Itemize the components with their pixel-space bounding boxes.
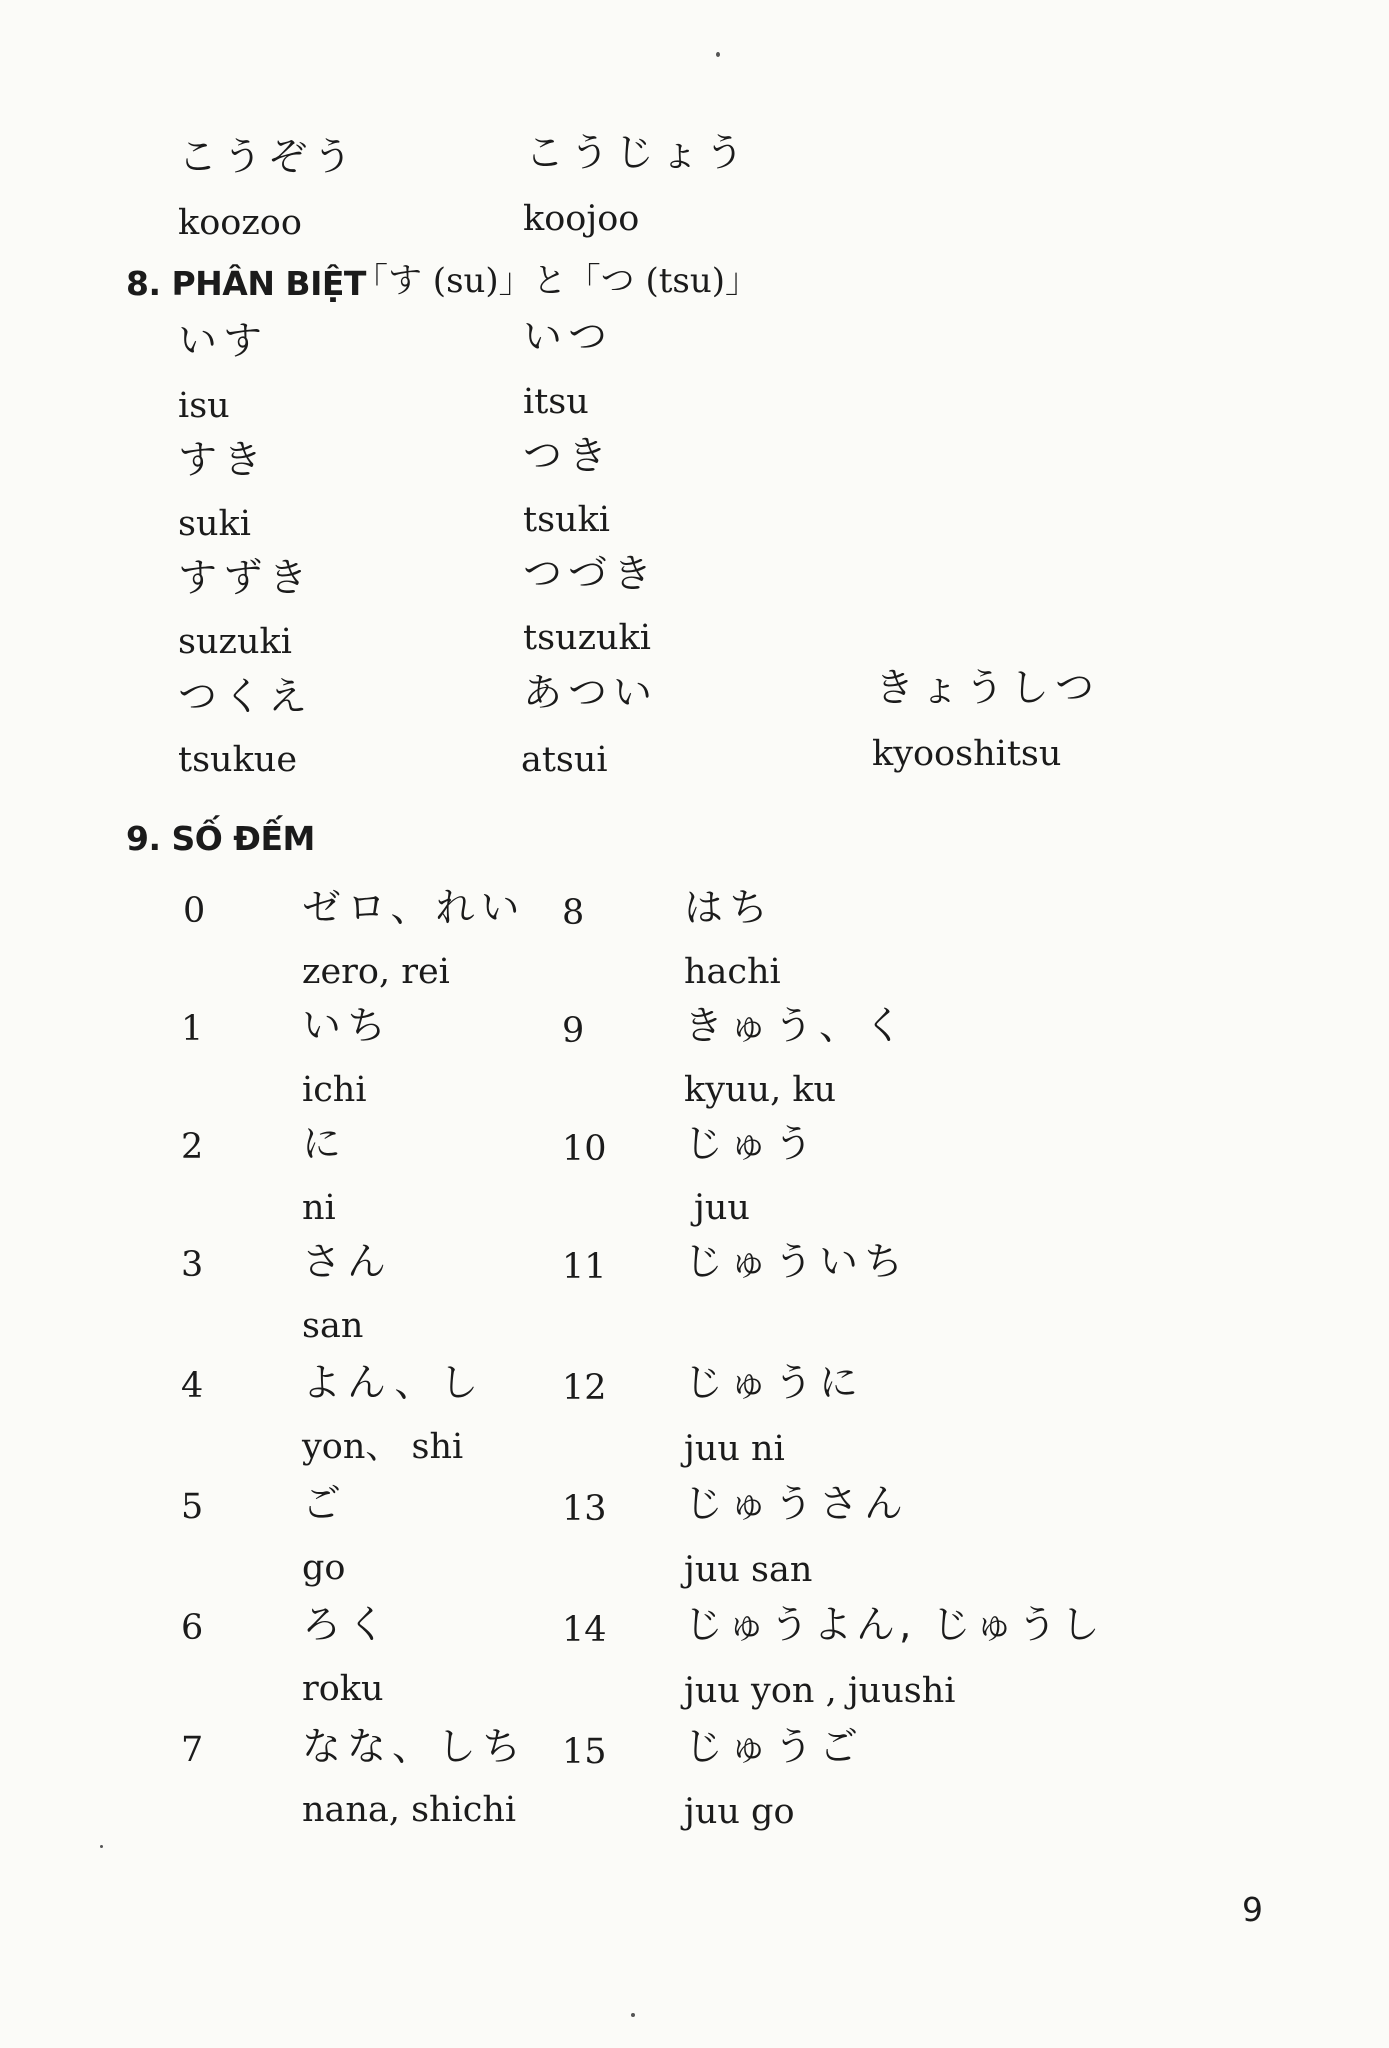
number-13: 13 xyxy=(562,1489,607,1529)
kana-1: いち xyxy=(302,1004,393,1049)
romaji-8: hachi xyxy=(684,952,781,992)
number-2: 2 xyxy=(181,1127,204,1167)
number-8: 8 xyxy=(562,893,585,933)
kana-8: はち xyxy=(684,886,775,931)
kana-7: なな、しち xyxy=(302,1725,528,1770)
number-14: 14 xyxy=(562,1610,607,1650)
kana-14: じゅうよん, じゅうし xyxy=(684,1603,1104,1648)
kana-3: さん xyxy=(302,1240,393,1285)
number-11: 11 xyxy=(562,1247,607,1287)
number-0: 0 xyxy=(183,891,206,931)
romaji-1: ichi xyxy=(302,1070,367,1110)
romaji-14: juu yon , juushi xyxy=(684,1671,956,1711)
number-6: 6 xyxy=(181,1608,204,1648)
kana-11: じゅういち xyxy=(684,1240,910,1285)
kana-6: ろく xyxy=(302,1603,393,1648)
romaji-5: go xyxy=(302,1548,346,1588)
number-1: 1 xyxy=(181,1009,204,1049)
scan-speck xyxy=(100,1845,103,1848)
kana-5: ご xyxy=(302,1482,348,1527)
kana-2: に xyxy=(302,1122,348,1167)
romaji-tsuzuki: tsuzuki xyxy=(523,618,651,658)
kana-koozoo: こうぞう xyxy=(178,135,359,180)
number-3: 3 xyxy=(181,1245,204,1285)
kana-kyooshitsu: きょうしつ xyxy=(875,666,1101,711)
romaji-suzuki: suzuki xyxy=(178,622,292,662)
romaji-atsui: atsui xyxy=(521,740,608,780)
number-9: 9 xyxy=(562,1011,585,1051)
romaji-tsuki: tsuki xyxy=(523,500,610,540)
romaji-7: nana, shichi xyxy=(302,1790,517,1830)
kana-12: じゅうに xyxy=(684,1361,865,1406)
kana-itsu: いつ xyxy=(523,315,614,360)
kana-suzuki: すずき xyxy=(178,556,314,601)
romaji-10: juu xyxy=(694,1188,750,1228)
romaji-3: san xyxy=(302,1306,364,1346)
kana-tsuzuki: つづき xyxy=(523,552,659,597)
scan-speck xyxy=(716,52,720,57)
romaji-2: ni xyxy=(302,1188,336,1228)
romaji-0: zero, rei xyxy=(302,952,450,992)
romaji-13: juu san xyxy=(684,1550,813,1590)
romaji-koozoo: koozoo xyxy=(178,203,302,243)
section8-heading-tail: 「す (su)」と「つ (tsu)」 xyxy=(354,261,760,301)
number-4: 4 xyxy=(181,1366,204,1406)
romaji-tsukue: tsukue xyxy=(178,740,298,780)
section9-heading: 9. SỐ ĐẾM xyxy=(126,819,315,858)
kana-atsui: あつい xyxy=(523,671,659,716)
page-number: 9 xyxy=(1242,1890,1263,1929)
kana-koojoo: こうじょう xyxy=(525,131,751,176)
kana-tsuki: つき xyxy=(523,434,614,479)
number-5: 5 xyxy=(181,1487,204,1527)
section8-heading: 8. PHÂN BIỆT xyxy=(126,264,366,303)
kana-0: ゼロ、れい xyxy=(302,886,526,931)
kana-4: よん、し xyxy=(302,1361,485,1406)
romaji-6: roku xyxy=(302,1669,384,1709)
kana-13: じゅうさん xyxy=(684,1482,910,1527)
kana-15: じゅうご xyxy=(684,1725,865,1770)
number-7: 7 xyxy=(181,1730,204,1770)
romaji-suki: suki xyxy=(178,504,251,544)
number-15: 15 xyxy=(562,1732,607,1772)
romaji-9: kyuu, ku xyxy=(684,1070,837,1110)
romaji-itsu: itsu xyxy=(523,382,589,422)
kana-suki: すき xyxy=(178,438,269,483)
kana-9: きゅう、く xyxy=(684,1004,910,1049)
romaji-12: juu ni xyxy=(684,1429,785,1469)
scan-speck xyxy=(631,2013,635,2017)
romaji-isu: isu xyxy=(178,386,230,426)
kana-10: じゅう xyxy=(684,1122,820,1167)
number-12: 12 xyxy=(562,1368,607,1408)
number-10: 10 xyxy=(562,1129,607,1169)
romaji-4: yon、 shi xyxy=(302,1427,464,1467)
romaji-15: juu go xyxy=(684,1792,795,1832)
kana-tsukue: つくえ xyxy=(178,675,314,720)
romaji-koojoo: koojoo xyxy=(523,199,640,239)
romaji-kyooshitsu: kyooshitsu xyxy=(872,734,1062,774)
kana-isu: いす xyxy=(178,319,269,364)
